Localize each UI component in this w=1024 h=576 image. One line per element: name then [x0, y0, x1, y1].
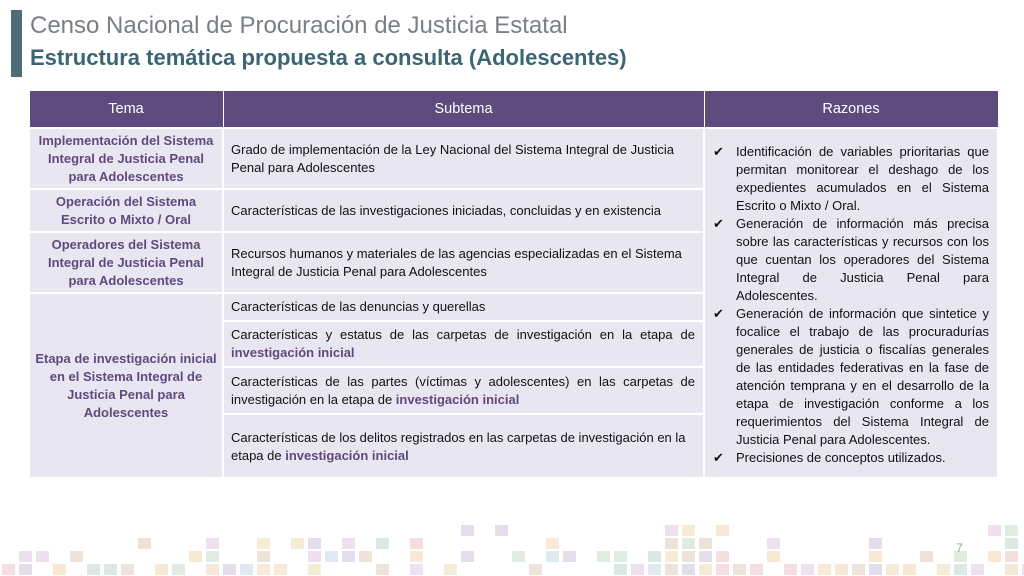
title-accent-bar [11, 10, 22, 77]
decorative-block [648, 551, 661, 562]
subtema-cell: Características de las denuncias y querellas [223, 293, 704, 321]
decorative-block [920, 551, 933, 562]
reason-item [711, 143, 989, 215]
decorative-block [971, 564, 984, 575]
decorative-block [325, 551, 338, 562]
decorative-block [342, 551, 355, 562]
tema-cell: Etapa de investigación inicial en el Sistema Integral de Justicia Penal para Adolescentes [29, 293, 223, 478]
decorative-block [869, 564, 882, 575]
column-header-razones: Razones [704, 91, 998, 129]
subtema-text: Características de los delitos registrados en las carpetas de investigación en la etapa de [231, 430, 686, 463]
thematic-structure-table [28, 90, 999, 479]
reasons-list [711, 143, 989, 467]
decorative-block [308, 564, 321, 575]
page-number: 7 [956, 541, 963, 555]
decorative-block [19, 551, 32, 562]
decorative-block [1005, 538, 1018, 549]
decorative-block [104, 564, 117, 575]
decorative-block [529, 564, 542, 575]
tema-cell: Operadores del Sistema Integral de Justicia Penal para Adolescentes [29, 232, 223, 293]
reason-text: Generación de información que sintetice y focalice el trabajo de las procuradurías generales de justicia o fiscalías generales de las entidades federativas en la fase de atención temprana y en el desarrollo de la etapa de investigación conforme a los requerimientos del Sistema Integral de Justicia Penal para Adolescentes. [736, 306, 989, 447]
decorative-block [818, 564, 831, 575]
decorative-block [954, 564, 967, 575]
tema-cell: Implementación del Sistema Integral de Justicia Penal para Adolescentes [29, 128, 223, 189]
table-header-row [29, 91, 998, 129]
decorative-block [155, 564, 168, 575]
decorative-block [614, 564, 627, 575]
decorative-block [682, 551, 695, 562]
decorative-block [291, 538, 304, 549]
decorative-block [546, 551, 559, 562]
decorative-block [172, 564, 185, 575]
decorative-block [631, 564, 644, 575]
decorative-block [852, 564, 865, 575]
decorative-block [665, 525, 678, 536]
decorative-block [648, 564, 661, 575]
decorative-block [716, 564, 729, 575]
decorative-block [767, 551, 780, 562]
decorative-block [206, 551, 219, 562]
decorative-block [886, 564, 899, 575]
decorative-block [801, 564, 814, 575]
decorative-block [597, 551, 610, 562]
decorative-block [138, 538, 151, 549]
decorative-block [614, 551, 627, 562]
subtema-cell [223, 414, 704, 478]
decorative-block [869, 551, 882, 562]
decorative-block [937, 564, 950, 575]
subtema-text: Características de las partes (víctimas y adolescentes) en las carpetas de investigación en la etapa de [231, 373, 695, 407]
page-title: Censo Nacional de Procuración de Justicia Estatal [30, 12, 568, 39]
decorative-block [206, 564, 219, 575]
decorative-block [359, 551, 372, 562]
page-subtitle: Estructura temática propuesta a consulta (Adolescentes) [30, 45, 627, 70]
decorative-footer-blocks [0, 516, 1024, 576]
reason-item [711, 215, 989, 305]
subtema-text: Características y estatus de las carpetas de investigación en la etapa de [231, 327, 695, 342]
decorative-block [410, 538, 423, 549]
tema-cell: Operación del Sistema Escrito o Mixto / Oral [29, 189, 223, 232]
checkmark-icon: ✔ [713, 306, 724, 321]
decorative-block [682, 564, 695, 575]
column-header-tema: Tema [29, 91, 223, 129]
decorative-block [308, 538, 321, 549]
decorative-block [665, 538, 678, 549]
decorative-block [410, 551, 423, 562]
decorative-block [410, 564, 423, 575]
decorative-block [665, 564, 678, 575]
subtema-cell: Recursos humanos y materiales de las agencias especializadas en el Sistema Integral de Justicia Penal para Adolescentes [223, 232, 704, 293]
column-header-subtema: Subtema [223, 91, 704, 129]
decorative-block [257, 538, 270, 549]
decorative-block [189, 551, 202, 562]
decorative-block [699, 551, 712, 562]
decorative-block [121, 564, 134, 575]
razones-cell [704, 128, 998, 478]
decorative-block [444, 564, 457, 575]
subtema-highlight: investigación inicial [395, 391, 520, 407]
decorative-block [274, 564, 287, 575]
decorative-block [257, 551, 270, 562]
checkmark-icon: ✔ [713, 450, 724, 465]
decorative-block [903, 564, 916, 575]
decorative-block [308, 551, 321, 562]
decorative-block [767, 538, 780, 549]
decorative-block [19, 564, 32, 575]
subtema-cell: Características de las investigaciones iniciadas, concluidas y en existencia [223, 189, 704, 232]
decorative-block [869, 538, 882, 549]
decorative-block [546, 538, 559, 549]
decorative-block [988, 551, 1001, 562]
decorative-block [53, 564, 66, 575]
decorative-block [1005, 525, 1018, 536]
subtema-cell [223, 367, 704, 414]
decorative-block [495, 525, 508, 536]
decorative-block [376, 538, 389, 549]
decorative-block [716, 551, 729, 562]
decorative-block [1005, 564, 1018, 575]
decorative-block [699, 564, 712, 575]
subtema-highlight: investigación inicial [285, 448, 409, 463]
decorative-block [342, 538, 355, 549]
decorative-block [461, 551, 474, 562]
decorative-block [206, 538, 219, 549]
decorative-block [665, 551, 678, 562]
decorative-block [699, 538, 712, 549]
decorative-block [70, 551, 83, 562]
subtema-highlight: investigación inicial [231, 345, 355, 360]
decorative-block [512, 551, 525, 562]
decorative-block [835, 564, 848, 575]
decorative-block [2, 564, 15, 575]
decorative-block [240, 564, 253, 575]
decorative-block [716, 525, 729, 536]
decorative-block [257, 564, 270, 575]
decorative-block [223, 564, 236, 575]
decorative-block [682, 538, 695, 549]
decorative-block [988, 525, 1001, 536]
reason-text: Identificación de variables prioritarias que permitan monitorear el deshago de los expedientes acumulados en el Sistema Escrito o Mixto / Oral. [736, 144, 989, 213]
reason-item [711, 449, 989, 467]
subtema-cell: Grado de implementación de la Ley Nacional del Sistema Integral de Justicia Penal para Adolescentes [223, 128, 704, 189]
decorative-block [87, 564, 100, 575]
decorative-block [376, 564, 389, 575]
decorative-block [750, 564, 763, 575]
checkmark-icon: ✔ [713, 216, 724, 231]
checkmark-icon: ✔ [713, 144, 724, 159]
decorative-block [733, 564, 746, 575]
table-row [29, 128, 998, 189]
decorative-block [682, 525, 695, 536]
decorative-block [563, 551, 576, 562]
decorative-block [461, 525, 474, 536]
reason-item [711, 305, 989, 449]
reason-text: Generación de información más precisa sobre las características y recursos con los que cuentan los operadores del Sistema Integral de Justicia Penal para Adolescentes. [736, 216, 989, 303]
decorative-block [784, 564, 797, 575]
decorative-block [36, 551, 49, 562]
subtema-cell [223, 321, 704, 367]
reason-text: Precisiones de conceptos utilizados. [736, 450, 946, 465]
decorative-block [1005, 551, 1018, 562]
